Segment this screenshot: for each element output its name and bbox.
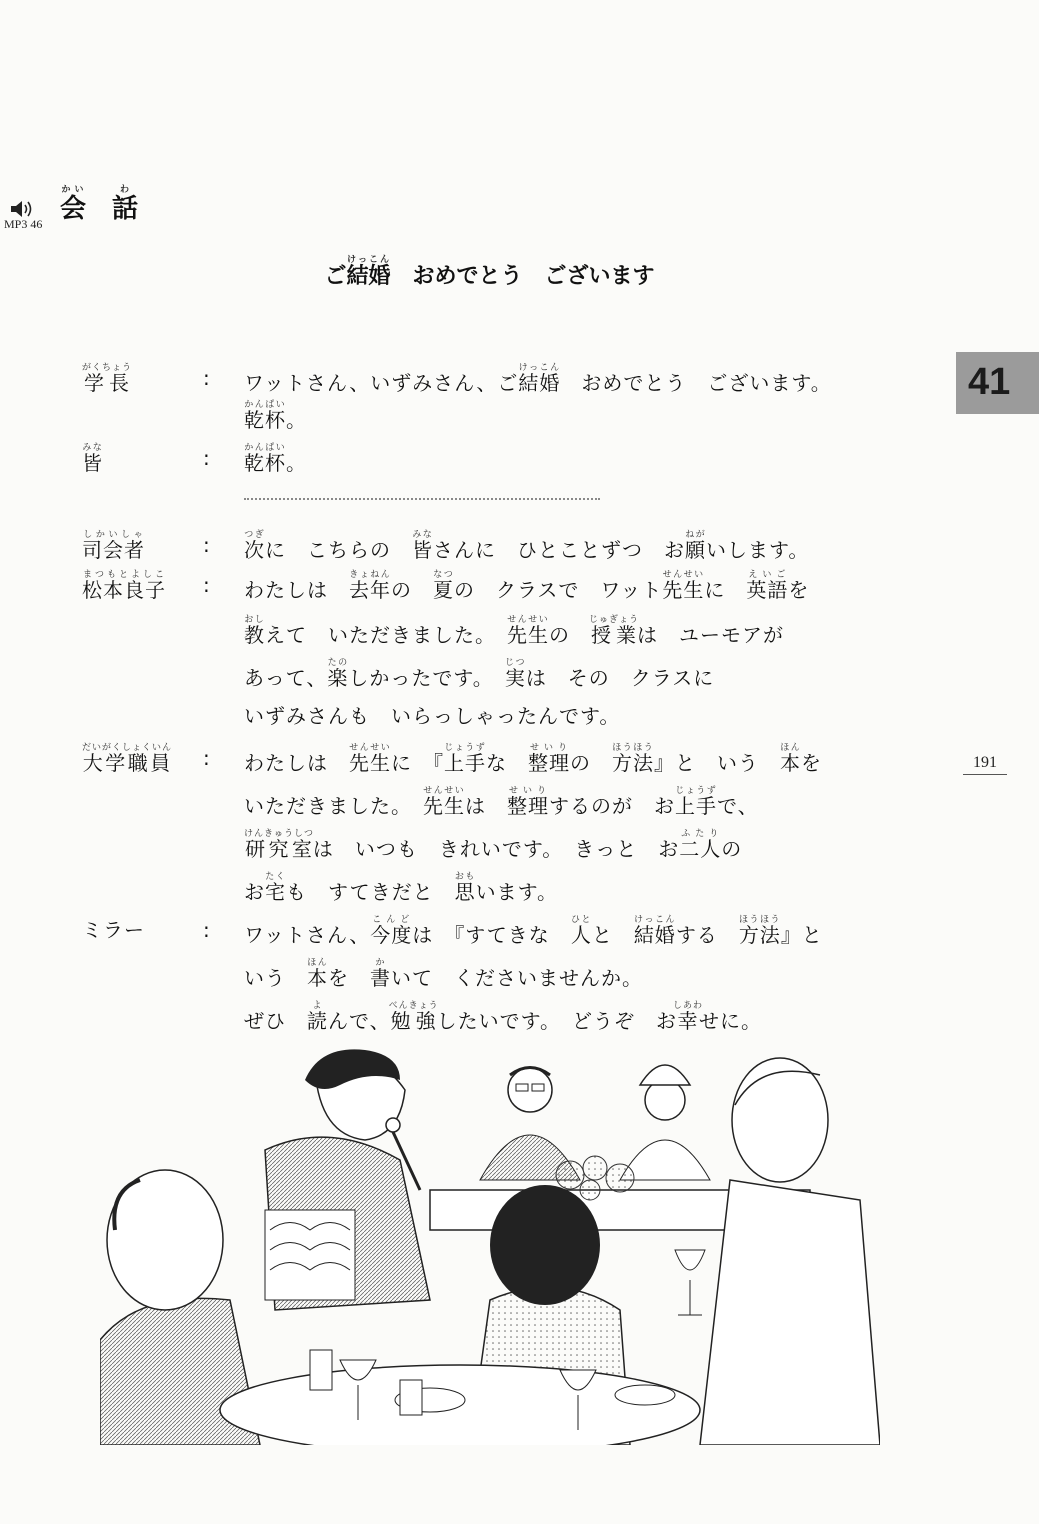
section-header bbox=[0, 185, 200, 245]
dialogue-line: いずみさんも いらっしゃったんです。 bbox=[244, 704, 621, 728]
dialogue-line: 教おしえて いただきました。 先生せんせいの 授業じゅぎょうは ユーモアが bbox=[244, 615, 785, 647]
speaker-name: 大学職員だいがくしょくいん bbox=[82, 743, 173, 775]
dialogue-line: あって、楽たのしかったです。 実じつは その クラスに bbox=[244, 658, 715, 690]
kanji-with-furigana: 宅たく bbox=[265, 872, 286, 904]
kanji-with-furigana: 上手じょうず bbox=[444, 743, 486, 775]
speaker-name: 松本良子まつもとよしこ bbox=[82, 570, 166, 602]
dialogue-line: ワットさん、今度こんどは 『すてきな 人ひとと 結婚けっこんする 方法ほうほう』と bbox=[244, 915, 823, 947]
kanji-with-furigana: 整理せいり bbox=[507, 786, 549, 818]
kanji-with-furigana: 願ねが bbox=[685, 530, 706, 562]
section-title-char: 話わ bbox=[112, 185, 139, 224]
kanji-with-furigana: 教おし bbox=[244, 615, 265, 647]
speaker-colon: : bbox=[203, 573, 211, 597]
speaker-colon: : bbox=[203, 533, 211, 557]
speaker-name: ミラー bbox=[82, 918, 145, 942]
kanji-with-furigana: 楽たの bbox=[327, 658, 349, 690]
chapter-number: 41 bbox=[968, 361, 1011, 403]
kanji-with-furigana: 人ひと bbox=[570, 915, 592, 947]
dialogue-line: わたしは 去年きょねんの 夏なつの クラスで ワット先生せんせいに 英語えいごを bbox=[244, 570, 810, 602]
speaker-colon: : bbox=[203, 366, 211, 390]
kanji-with-furigana: 本ほん bbox=[780, 743, 801, 775]
section-title-char: 会かい bbox=[60, 185, 87, 224]
speaker-colon: : bbox=[203, 446, 211, 470]
kanji-with-furigana: 皆みな bbox=[412, 530, 433, 562]
kanji-with-furigana: 今度こんど bbox=[370, 915, 413, 947]
kanji-with-furigana: 結婚けっこん bbox=[633, 915, 676, 947]
dialogue-line: いただきました。 先生せんせいは 整理せいりするのが お上手じょうずで、 bbox=[244, 786, 759, 818]
section-title bbox=[60, 185, 138, 225]
kanji-with-furigana: 書か bbox=[370, 958, 391, 990]
speaker-colon: : bbox=[203, 746, 211, 770]
dialogue-title-prefix: ご bbox=[324, 264, 347, 289]
kanji-with-furigana: 去年きょねん bbox=[349, 570, 391, 602]
kanji-with-furigana: 本ほん bbox=[307, 958, 328, 990]
kanji-with-furigana: 次つぎ bbox=[244, 530, 265, 562]
dialogue-line: いう 本ほんを 書かいて くださいませんか。 bbox=[244, 958, 643, 990]
kanji-with-furigana: 乾杯かんぱい bbox=[244, 443, 286, 475]
kanji-with-furigana: 先生せんせい bbox=[349, 743, 391, 775]
page-number: 191 bbox=[963, 754, 1007, 775]
kanji-with-furigana: 方法ほうほう bbox=[612, 743, 654, 775]
dialogue-line: お宅たくも すてきだと 思おもいます。 bbox=[244, 872, 559, 904]
dialogue-title-suffix: おめでとう ございます bbox=[390, 264, 655, 289]
kanji-with-furigana: 先生せんせい bbox=[507, 615, 549, 647]
kanji-with-furigana: 方法ほうほう bbox=[738, 915, 781, 947]
audio-speaker-icon[interactable] bbox=[10, 199, 36, 219]
dialogue-line: 乾杯かんぱい。 bbox=[244, 443, 307, 475]
kanji-with-furigana: 二人ふたり bbox=[679, 829, 722, 861]
kanji-with-furigana: 思おも bbox=[454, 872, 476, 904]
wedding-party-illustration bbox=[100, 1040, 880, 1445]
kanji-with-furigana: 結婚けっこん bbox=[518, 363, 561, 395]
kanji-with-furigana: 上手じょうず bbox=[675, 786, 717, 818]
dialogue-line: 研究室けんきゅうしつは いつも きれいです。 きっと お二人ふたりの bbox=[244, 829, 743, 861]
kanji-with-furigana: 英語えいご bbox=[746, 570, 789, 602]
kanji-with-furigana: 乾杯かんぱい bbox=[244, 400, 286, 432]
speaker-colon: : bbox=[203, 918, 211, 942]
kanji-with-furigana: 先生せんせい bbox=[662, 570, 705, 602]
kanji-with-furigana: 授業じゅぎょう bbox=[589, 615, 640, 647]
dialogue-title-kanji: 結婚けっこん bbox=[346, 255, 391, 289]
kanji-with-furigana: 幸しあわ bbox=[673, 1001, 704, 1033]
kanji-with-furigana: 実じつ bbox=[504, 658, 526, 690]
dialogue-line: 乾杯かんぱい。 bbox=[244, 400, 307, 432]
kanji-with-furigana: 勉強べんきょう bbox=[388, 1001, 439, 1033]
kanji-with-furigana: 研究室けんきゅうしつ bbox=[244, 829, 315, 861]
chapter-number-badge bbox=[956, 352, 1039, 414]
dialogue-line: ぜひ 読よんで、勉強べんきょうしたいです。 どうぞ お幸しあわせに。 bbox=[244, 1001, 763, 1033]
kanji-with-furigana: 整理せいり bbox=[528, 743, 570, 775]
dialogue-title bbox=[0, 255, 1039, 290]
speaker-name: 学長がくちょう bbox=[82, 363, 133, 395]
kanji-with-furigana: 読よ bbox=[307, 1001, 328, 1033]
dialogue-line: わたしは 先生せんせいに 『上手じょうずな 整理せいりの 方法ほうほう』と いう 本ほんを bbox=[244, 743, 822, 775]
dotted-divider bbox=[244, 498, 600, 500]
audio-track-label: MP3 46 bbox=[4, 217, 43, 231]
dialogue-line: 次つぎに こちらの 皆みなさんに ひとことずつ お願ねがいします。 bbox=[244, 530, 810, 562]
kanji-with-furigana: 夏なつ bbox=[433, 570, 454, 602]
speaker-name: 皆みな bbox=[82, 443, 103, 475]
dialogue-line: ワットさん、いずみさん、ご結婚けっこん おめでとう ございます。 bbox=[244, 363, 832, 395]
kanji-with-furigana: 先生せんせい bbox=[423, 786, 465, 818]
speaker-name: 司会者しかいしゃ bbox=[82, 530, 145, 562]
